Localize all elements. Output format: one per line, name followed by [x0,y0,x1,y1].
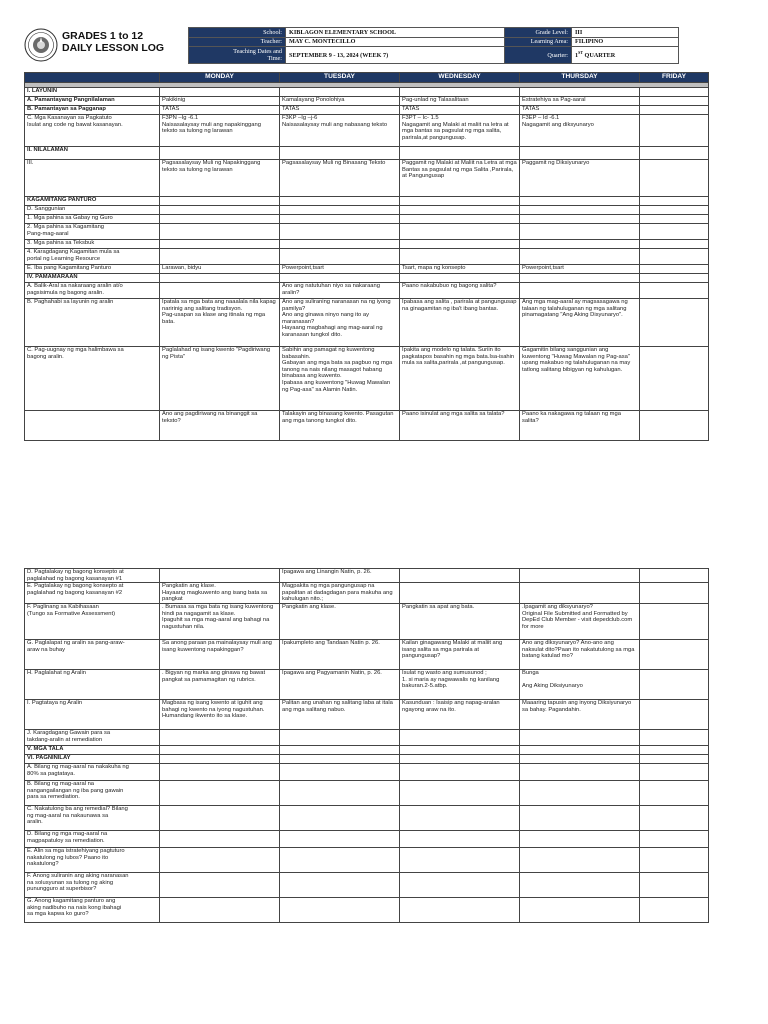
teaching-dates-label-line2: Time: [267,55,282,62]
cell-wednesday [400,805,520,830]
cell-tuesday: Sabihin ang pamagat ng kuwentong babasahin. Gabayan ang mga bata sa pagbuo ng mga tanong na nais nilang masagot habang binabasa ang kuwento. Ipabasa ang kuwentong "Huwag Mawalan ng Pag-asa" sa Alamin Natin. [280,347,400,411]
cell-tuesday [280,197,400,206]
grade-level-value: III [572,28,679,38]
cell-monday [160,847,280,872]
teaching-dates-label [189,47,286,64]
cell-friday [640,729,709,745]
row-label: V. MGA TALA [25,745,160,754]
cell-thursday [520,897,640,922]
cell-friday [640,347,709,411]
cell-friday [640,88,709,97]
cell-monday [160,805,280,830]
cell-wednesday [400,780,520,805]
row-label [25,411,160,441]
table-row [25,669,709,699]
cell-monday [160,274,280,283]
cell-friday [640,847,709,872]
cell-tuesday [280,763,400,780]
school-value: KIBLAGON ELEMENTARY SCHOOL [286,28,505,38]
cell-wednesday [400,274,520,283]
cell-tuesday [280,805,400,830]
row-label: C. Pag-uugnay ng mga halimbawa sa bagong aralin. [25,347,160,411]
cell-thursday: Paano ka nakagawa ng talaan ng mga salita? [520,411,640,441]
quarter-word: QUARTER [583,52,616,60]
document-title [62,30,164,54]
cell-friday [640,745,709,754]
cell-thursday [520,224,640,240]
cell-tuesday [280,780,400,805]
cell-wednesday [400,215,520,224]
cell-friday [640,805,709,830]
cell-tuesday [280,729,400,745]
table-row [25,847,709,872]
cell-friday [640,669,709,699]
cell-tuesday [280,872,400,897]
cell-thursday: F3EP – Id -6.1 Nagagamit ang diksyunaryo [520,115,640,147]
cell-wednesday: TATAS [400,106,520,115]
quarter-label: Quarter: [505,47,572,64]
teaching-dates-label-line1: Teaching Dates and [233,48,282,55]
cell-tuesday: Talakayin ang binasang kwento. Pasagutan ang mga tanong tungkol dito. [280,411,400,441]
cell-wednesday [400,88,520,97]
row-label: D. Bilang ng mga mag-aaral na magpapatuloy sa remediation. [25,830,160,847]
cell-monday [160,872,280,897]
cell-monday [160,147,280,160]
cell-wednesday [400,754,520,763]
cell-tuesday [280,206,400,215]
table-row [25,249,709,265]
cell-friday [640,197,709,206]
title-line-2: DAILY LESSON LOG [62,42,165,54]
cell-wednesday [400,729,520,745]
table-row [25,240,709,249]
cell-friday [640,160,709,197]
cell-tuesday [280,249,400,265]
cell-thursday [520,780,640,805]
table-row [25,583,709,604]
title-line-1: GRADES 1 to 12 [62,30,144,42]
cell-thursday [520,745,640,754]
cell-wednesday: Pangkatin sa apat ang bata. [400,603,520,639]
table-row [25,872,709,897]
cell-friday [640,265,709,274]
cell-tuesday: Pangkatin ang klase. [280,603,400,639]
cell-thursday [520,872,640,897]
table-row [25,274,709,283]
table-row [25,88,709,97]
day-wednesday: WEDNESDAY [400,73,520,83]
row-label: F. Paglinang sa Kabihasaan (Tungo sa Formative Assessment) [25,603,160,639]
cell-wednesday: Kasunduan : Isaisip ang napag-aralan ngayong araw na ito. [400,699,520,729]
cell-monday: Ano ang pagdiriwang na binanggit sa teksto? [160,411,280,441]
cell-monday [160,745,280,754]
days-corner [25,73,160,83]
cell-wednesday [400,224,520,240]
cell-thursday: Bunga Ang Aking Diksiyunaryo [520,669,640,699]
cell-friday [640,283,709,299]
table-row [25,763,709,780]
cell-wednesday [400,897,520,922]
row-label: F. Anong suliranin ang aking naranasan na solusyunan sa tulong ng aking punungguro at superbisor? [25,872,160,897]
cell-tuesday: Pagsasalaysay Muli ng Binasang Teksto [280,160,400,197]
cell-wednesday [400,763,520,780]
row-label: G. Paglalapat ng aralin sa pang-araw- araw na buhay [25,639,160,669]
row-label: C. Nakatulong ba ang remedial? Bilang ng mag-aaral na nakaunawa sa aralin. [25,805,160,830]
cell-tuesday [280,147,400,160]
day-monday: MONDAY [160,73,280,83]
deped-seal-icon [24,28,58,62]
cell-friday [640,897,709,922]
cell-thursday: .Ipagamit ang diksyunaryo? Original File Submitted and Formatted by DepEd Club Member - visit depedclub.com for more [520,603,640,639]
cell-friday [640,603,709,639]
cell-monday [160,283,280,299]
cell-friday [640,106,709,115]
cell-monday: Magbasa ng isang kwento at iguhit ang bahagi ng kwento na iyong nagustuhan. Humandang ikwento ito sa klase. [160,699,280,729]
cell-monday [160,197,280,206]
cell-wednesday [400,569,520,583]
cell-wednesday [400,830,520,847]
cell-monday [160,224,280,240]
table-row [25,754,709,763]
cell-tuesday [280,240,400,249]
cell-friday [640,115,709,147]
row-label: A. Pamantayang Pangnilalaman [25,97,160,106]
cell-wednesday [400,249,520,265]
teacher-label: Teacher: [189,37,286,47]
cell-monday [160,240,280,249]
cell-monday [160,897,280,922]
cell-thursday [520,583,640,604]
row-label: E. Pagtalakay ng bagong konsepto at paglalahad ng bagong kasanayan #2 [25,583,160,604]
row-label: A. Bilang ng mag-aaral na nakakuha ng 80% sa pagtataya. [25,763,160,780]
cell-thursday [520,215,640,224]
table-row [25,265,709,274]
cell-tuesday [280,897,400,922]
cell-thursday: Maaaring tapusin ang inyong Diksiyunaryo sa bahay. Pagandahin. [520,699,640,729]
cell-monday: Pangkatin ang klase. Hayaang magkuwento ang isang bata sa pangkat [160,583,280,604]
table-row [25,347,709,411]
cell-friday [640,206,709,215]
cell-tuesday: Palitan ang unahan ng salitang laba at itala ang mga salitang nabuo. [280,699,400,729]
cell-wednesday [400,583,520,604]
cell-monday: Pakikinig [160,97,280,106]
cell-monday: . Bumasa sa mga bata ng isang kuwentong hindi pa nagagamit sa klase. Ipaguhit sa mga mag-aaral ang bahagi na nagustuhan nila. [160,603,280,639]
row-label: B. Bilang ng mag-aaral na nangangailangan ng iba pang gawain para sa remediation. [25,780,160,805]
days-header-row [25,73,709,83]
cell-tuesday: Powerpoint,tsart [280,265,400,274]
cell-tuesday: Magpakita ng mga pangungusap na papalitan at dadagdagan para makuha ang kahulugan nito.; [280,583,400,604]
table-row [25,699,709,729]
cell-thursday: Estratehiya sa Pag-aaral [520,97,640,106]
grade-level-label: Grade Level: [505,28,572,38]
cell-wednesday: Ipakita ang modelo ng talata. Suriin ito pagkatapos basahin ng mga bata.Isa-isahin mula sa salita,parirala ,at pangungusap. [400,347,520,411]
cell-wednesday: Tsart, mapa ng konsepto [400,265,520,274]
cell-tuesday: Ano ang natutuhan niyo sa nakaraang aralin? [280,283,400,299]
cell-friday [640,215,709,224]
cell-wednesday: Ipabasa ang salita , parirala at pangungusap na ginagamitan ng iba't ibang bantas. [400,299,520,347]
cell-thursday [520,830,640,847]
row-label: 3. Mga pahina sa Teksbuk [25,240,160,249]
row-label: VI. PAGNINILAY [25,754,160,763]
row-label: I. LAYUNIN [25,88,160,97]
cell-wednesday: Kailan ginagawang Malaki at maliit ang isang salita sa mga parirala at pangungusap? [400,639,520,669]
cell-friday [640,699,709,729]
row-label: A. Balik-Aral sa nakaraang aralin at/o pagsisimula ng bagong aralin. [25,283,160,299]
cell-tuesday [280,224,400,240]
cell-thursday: Powerpoint,tsart [520,265,640,274]
cell-friday [640,780,709,805]
row-label: 1. Mga pahina sa Gabay ng Guro [25,215,160,224]
cell-wednesday [400,745,520,754]
cell-tuesday: Ano ang suliraning naranasan na ng iyong pamilya? Ano ang ginawa ninyo nang ito ay maranasan? Hayaang magbahagi ang mag-aaral ng karanasan tungkol dito. [280,299,400,347]
row-label: E. Alin sa mga istratehiyang pagtuturo nakatulong ng lubos? Paano ito nakatulong? [25,847,160,872]
cell-wednesday [400,206,520,215]
table-row [25,115,709,147]
cell-monday [160,215,280,224]
cell-thursday [520,249,640,265]
cell-friday [640,274,709,283]
cell-friday [640,639,709,669]
row-label: KAGAMITANG PANTURO [25,197,160,206]
learning-area-label: Learning Area: [505,37,572,47]
cell-friday [640,299,709,347]
cell-monday [160,206,280,215]
cell-tuesday: Kamalayang Ponolohiya [280,97,400,106]
row-label: III. [25,160,160,197]
row-label: IV. PAMAMARAAN [25,274,160,283]
learning-area-value: FILIPINO [572,37,679,47]
cell-monday [160,569,280,583]
cell-thursday [520,197,640,206]
row-label: C. Mga Kasanayan sa Pagkatuto Isulat ang code ng bawat kasanayan. [25,115,160,147]
lesson-table-part-1 [24,72,709,441]
cell-tuesday [280,754,400,763]
cell-monday [160,249,280,265]
day-thursday: THURSDAY [520,73,640,83]
cell-thursday: TATAS [520,106,640,115]
row-label: B. Pamantayan sa Pagganap [25,106,160,115]
table-row [25,224,709,240]
cell-thursday [520,805,640,830]
row-label: E. Iba pang Kagamitang Panturo [25,265,160,274]
cell-wednesday [400,147,520,160]
cell-friday [640,583,709,604]
cell-wednesday: Paggamit ng Malaki at Maliit na Letra at mga Bantas sa pagsulat ng mga Salita ,Parirala, at Pangungusap [400,160,520,197]
quarter-number: 1 [575,52,579,60]
table-row [25,745,709,754]
row-label: 4. Karagdagang Kagamitan mula sa portal ng Learning Resource [25,249,160,265]
cell-monday: F3PN –Ig -6.1 Naisasalaysay muli ang napakinggang teksto sa tulong ng larawan [160,115,280,147]
cell-thursday [520,206,640,215]
cell-monday: . Bigyan ng marka ang ginawa ng bawat pangkat sa pamamagitan ng rubrics. [160,669,280,699]
cell-monday: TATAS [160,106,280,115]
cell-friday [640,830,709,847]
table-row [25,160,709,197]
cell-thursday [520,88,640,97]
cell-thursday [520,240,640,249]
table-row [25,147,709,160]
cell-tuesday [280,745,400,754]
cell-wednesday: Paano nakabubuo ng bagong salita? [400,283,520,299]
cell-friday [640,249,709,265]
teacher-value: MAY C. MONTECILLO [286,37,505,47]
day-friday: FRIDAY [640,73,709,83]
table-row [25,729,709,745]
table-row [25,805,709,830]
cell-tuesday [280,830,400,847]
cell-monday [160,763,280,780]
lesson-table-part-2 [24,568,709,923]
cell-friday [640,97,709,106]
cell-thursday [520,847,640,872]
cell-wednesday: F3PT – Ic- 1.5 Nagagamit ang Malaki at maliit na letra at mga bantas sa pagsulat ng mga salita, parirala,at pangungusap. [400,115,520,147]
cell-monday: Ipatala sa mga bata ang naaalala nila kapag naririnig ang salitang tradisyon. Pag-usapan sa klase ang itinala ng mga bata. [160,299,280,347]
cell-monday [160,88,280,97]
cell-friday [640,569,709,583]
table-row [25,603,709,639]
cell-friday [640,411,709,441]
table-row [25,106,709,115]
cell-thursday [520,147,640,160]
table-row [25,411,709,441]
cell-thursday: Paggamit ng Diksiyunaryo [520,160,640,197]
row-label: H. Paglalahat ng Aralin [25,669,160,699]
cell-thursday: Ang mga mag-aaral ay magsasagawa ng talaan ng talahuluganan ng mga salitang pinamagatang "Ang Aking Disyunaryo". [520,299,640,347]
cell-friday [640,763,709,780]
table-row [25,97,709,106]
cell-friday [640,754,709,763]
cell-monday [160,754,280,763]
table-row [25,206,709,215]
table-row [25,780,709,805]
cell-monday [160,780,280,805]
table-row [25,283,709,299]
cell-friday [640,224,709,240]
cell-wednesday: Pag-unlad ng Talasalitaan [400,97,520,106]
table-row [25,639,709,669]
cell-monday [160,729,280,745]
cell-thursday [520,283,640,299]
header-info-table [188,27,679,64]
row-label: II. NILALAMAN [25,147,160,160]
cell-tuesday [280,215,400,224]
cell-thursday [520,729,640,745]
school-label: School: [189,28,286,38]
cell-tuesday: TATAS [280,106,400,115]
row-label: I. Pagtataya ng Aralin [25,699,160,729]
cell-tuesday: Ipakumpleto ang Tandaan Natin p. 26. [280,639,400,669]
day-tuesday: TUESDAY [280,73,400,83]
cell-tuesday: Ipagawa ang Linangin Natin, p. 26. [280,569,400,583]
row-label: D. Sanggunian [25,206,160,215]
row-label: J. Karagdagang Gawain para sa takdang-aralin at remediation [25,729,160,745]
cell-friday [640,147,709,160]
cell-monday: Sa anong paraan pa mainalaysay muli ang isang kuwentong napakinggan? [160,639,280,669]
cell-thursday [520,754,640,763]
cell-thursday: Ano ang diksyunaryo? Ano-ano ang naksulat dito?Paan ito nakatutulong sa mga batang katulad mo? [520,639,640,669]
quarter-value [572,47,679,64]
quarter-suffix: ST [578,50,583,56]
cell-wednesday: Paano isinulat ang mga salita sa talata? [400,411,520,441]
cell-thursday [520,569,640,583]
table-row [25,830,709,847]
cell-monday [160,830,280,847]
cell-monday: Larawan, bidyu [160,265,280,274]
cell-wednesday [400,847,520,872]
cell-friday [640,240,709,249]
teaching-dates-value: SEPTEMBER 9 - 13, 2024 (WEEK 7) [286,47,505,64]
table-row [25,897,709,922]
table-row [25,569,709,583]
cell-wednesday [400,872,520,897]
table-row [25,197,709,206]
cell-thursday [520,763,640,780]
cell-wednesday [400,197,520,206]
row-label: 2. Mga pahina sa Kagamitang Pang-mag-aaral [25,224,160,240]
cell-thursday: Gagamitin bilang sanggunian ang kuwentong "Huwag Mawalan ng Pag-asa" upang makabuo ng talahuluganan na may tatlong salitang bibigyan ng kahulugan. [520,347,640,411]
cell-thursday [520,274,640,283]
cell-tuesday [280,88,400,97]
cell-wednesday: Isulat ng wasto ang sumusunod ; 1. si maria ay nagwawalis ng kanilang bakuran.2-5.atbp. [400,669,520,699]
table-row [25,215,709,224]
cell-monday: Pagsasalaysay Muli ng Napakinggang teksto sa tulong ng larawan [160,160,280,197]
cell-tuesday: F3KP –Ig –j-6 Naisasalaysay muli ang nabasang teksto [280,115,400,147]
cell-tuesday [280,847,400,872]
table-row [25,299,709,347]
cell-tuesday [280,274,400,283]
row-label: D. Pagtalakay ng bagong konsepto at paglalahad ng bagong kasanayan #1 [25,569,160,583]
cell-wednesday [400,240,520,249]
row-label: B. Paghahabi sa layunin ng aralin [25,299,160,347]
cell-friday [640,872,709,897]
row-label: G. Anong kagamitang panturo ang aking nadibuho na nais kong ibahagi sa mga kapwa ko guro? [25,897,160,922]
cell-monday: Paglalahad ng isang kwento "Pagdiriwang ng Pista" [160,347,280,411]
cell-tuesday: Ipagawa ang Pagyamanin Natin, p. 26. [280,669,400,699]
